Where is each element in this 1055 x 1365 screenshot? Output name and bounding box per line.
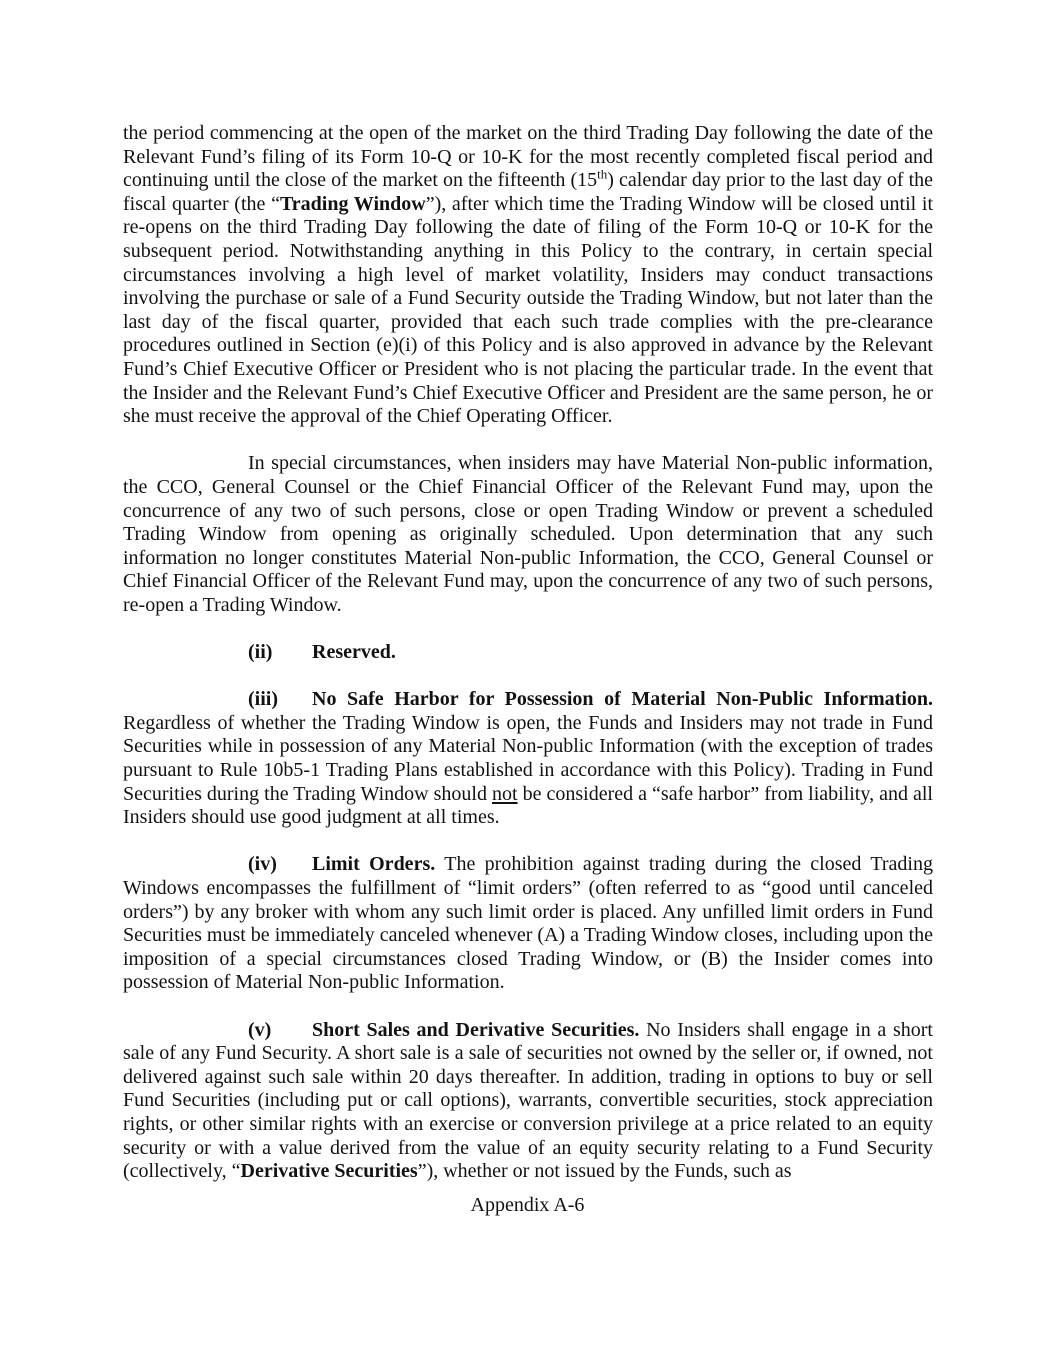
item-iv-body: The prohibition against trading during the closed Trading Windows encompasses the fulfillment of “limit orders” (often referred to as “good until canceled orders”) by any broker with whom any such limit order is placed. Any unfilled limit orders in Fund Securities must be immediately canceled whenever (A) a Trading Window closes, including upon the imposition of a special circumstances closed Trading Window, or (B) the Insider comes into possession of Material Non-public Information.	[123, 853, 933, 994]
section-item-v	[123, 1019, 933, 1184]
p1-text-start: the period commencing at the open of the market on the third Trading Day following the date of the Relevant Fund’s filing of its Form 10-Q or 10-K for the most recently completed fiscal period and continuing until the close of the market on the fifteenth (15	[123, 122, 933, 192]
term-trading-window: Trading Window	[279, 192, 426, 215]
section-item-iii	[123, 688, 933, 830]
term-derivative-securities: Derivative Securities	[240, 1160, 418, 1183]
document-body	[123, 122, 933, 1207]
p2-text: In special circumstances, when insiders may have Material Non-public information, the CCO, General Counsel or the Chief Financial Officer of the Relevant Fund may, upon the concurrence of any two of such persons, close or open Trading Window or prevent a scheduled Trading Window from opening as originally scheduled. Upon determination that any such information no longer constitutes Material Non-public Information, the CCO, General Counsel or Chief Financial Officer of the Relevant Fund may, upon the concurrence of any two of such persons, re-open a Trading Window.	[123, 452, 933, 616]
superscript-ordinal-th: th	[597, 166, 608, 182]
item-v-body-end: ”), whether or not issued by the Funds, such as	[417, 1160, 792, 1183]
item-iv-number: (iv)	[248, 853, 277, 876]
item-v-heading: Short Sales and Derivative Securities.	[312, 1018, 640, 1041]
item-iv-heading: Limit Orders.	[312, 853, 436, 876]
item-ii-number: (ii)	[248, 641, 273, 664]
item-v-number: (v)	[248, 1018, 272, 1041]
paragraph-trading-window-continuation	[123, 122, 933, 429]
item-iii-body-end: be considered a “safe harbor” from liability, and all Insiders should use good judgment at all times.	[123, 782, 933, 829]
p1-text-rest: ”), after which time the Trading Window will be closed until it re-opens on the third Trading Day following the date of filing of the Form 10-Q or 10-K for the subsequent period. Notwithstanding anything in this Policy to the contrary, in certain special circumstances involving a high level of market volatility, Insiders may conduct transactions involving the purchase or sale of a Fund Security outside the Trading Window, but not later than the last day of the fiscal quarter, provided that each such trade complies with the pre-clearance procedures outlined in Section (e)(i) of this Policy and is also approved in advance by the Relevant Fund’s Chief Executive Officer or President who is not placing the particular trade. In the event that the Insider and the Relevant Fund’s Chief Executive Officer and President are the same person, he or she must receive the approval of the Chief Operating Officer.	[123, 192, 934, 428]
item-iii-body-start: Regardless of whether the Trading Window is open, the Funds and Insiders may not trade in Fund Securities while in possession of any Material Non-public Information (with the exception of trades pursuant to Rule 10b5-1 Trading Plans established in accordance with this Policy). Trading in Fund Securities during the Trading Window should	[123, 711, 933, 805]
item-iii-underlined-not: not	[491, 782, 518, 805]
p1-text-mid: ) calendar day prior to the last day of the fiscal quarter (the “	[123, 169, 934, 215]
page-footer-appendix: Appendix A-6	[470, 1194, 585, 1216]
paragraph-special-circumstances	[123, 452, 933, 617]
item-v-body-start: No Insiders shall engage in a short sale of any Fund Security. A short sale is a sale of securities not owned by the seller or, if owned, not delivered against such sale within 20 days thereafter. In addition, trading in options to buy or sell Fund Securities (including put or call options), warrants, convertible securities, stock appreciation rights, or other similar rights with an exercise or conversion privilege at a price related to an equity security or with a value derived from the value of an equity security relating to a Fund Security (collectively, “	[123, 1018, 933, 1183]
item-iii-number: (iii)	[248, 688, 278, 711]
item-ii-heading: Reserved.	[312, 641, 396, 664]
item-iii-heading: No Safe Harbor for Possession of Material Non-Public Information.	[312, 688, 933, 711]
section-item-ii	[123, 641, 933, 665]
section-item-iv	[123, 853, 933, 995]
